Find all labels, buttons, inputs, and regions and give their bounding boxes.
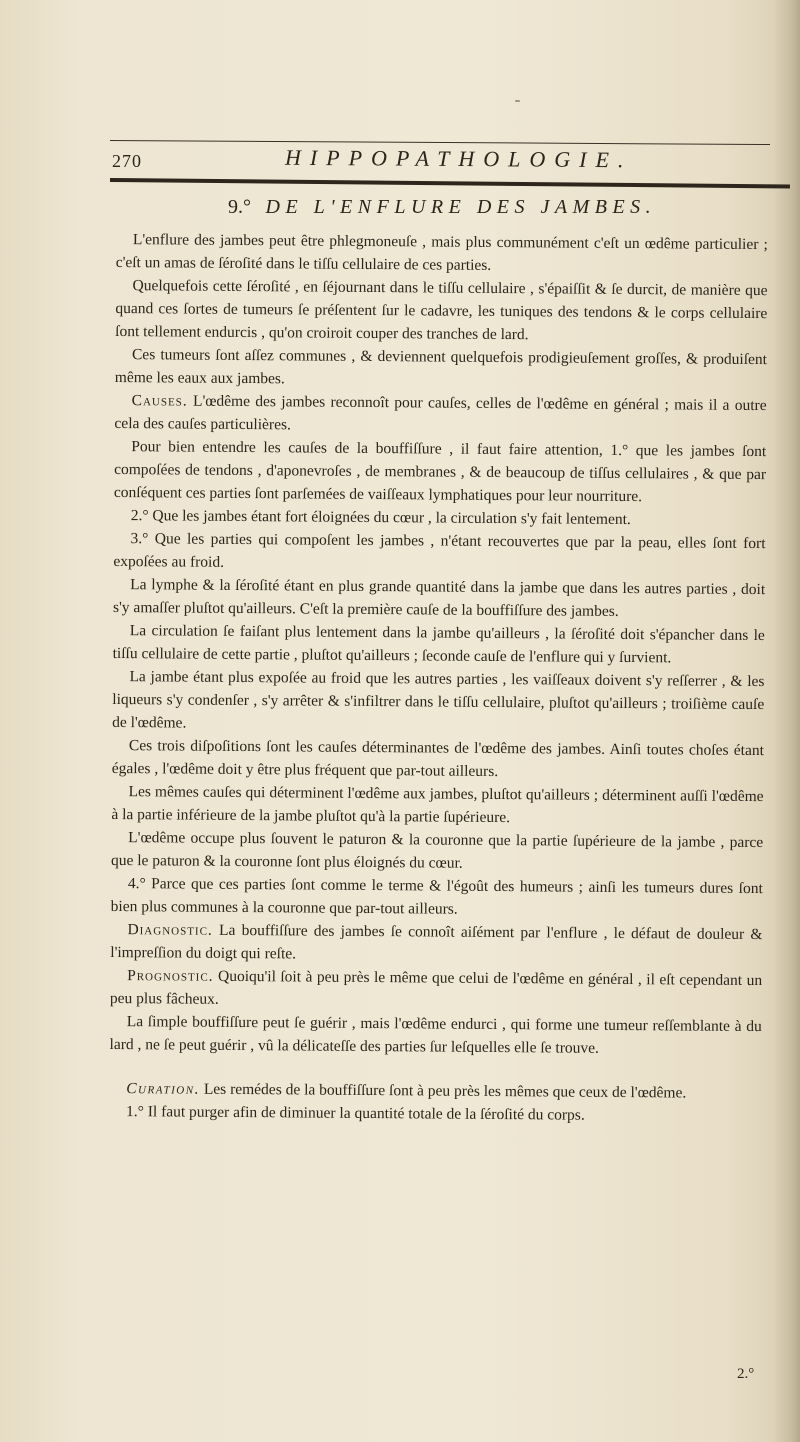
diagnostic-label: Diagnostic. (127, 921, 213, 939)
paragraph: La lymphe & la ſéroſité étant en plus grande quantité dans la jambe que dans les autres parties , doit s'y amaſſer pluſtot qu'ailleurs. C'eſt la première cauſe de la bouffiſſure des jambes. (112, 576, 766, 620)
paragraph-text: Quoiqu'il ſoit à peu près le même que celui de l'œdême en général , il eſt cependant un peu plus fâcheux. (109, 967, 763, 1008)
prognostic-label: Prognostic. (127, 967, 214, 985)
section-number: 9.° (228, 196, 251, 218)
section-title: DE L'ENFLURE DES JAMBES. (265, 196, 657, 218)
paragraph: La ſimple bouffiſſure peut ſe guérir , mais l'œdême endurci , qui forme une tumeur reſſemblante à du lard , ne ſe peut guérir , vû la délicateſſe des parties ſur leſquelles elle ſe trouve. (109, 1013, 762, 1057)
causes-label: Causes. (131, 392, 188, 410)
running-title: HIPPOPATHOLOGIE. (284, 144, 633, 173)
paragraph-text: L'œdême des jambes reconnoît pour cauſes, celles de l'œdême en général ; mais il a outre cela des cauſes particulières. (114, 392, 767, 434)
paragraph: Ces trois diſpoſitions ſont les cauſes déterminantes de l'œdême des jambes. Ainſi toutes choſes étant égales , l'œdême doit y être plus fréquent que par-tout ailleurs. (111, 737, 764, 781)
paragraph: Les mêmes cauſes qui déterminent l'œdême aux jambes, pluſtot qu'ailleurs ; déterminent auſſi l'œdême à la partie inférieure de la jambe pluſtot qu'à la partie ſupérieure. (111, 783, 764, 827)
paragraph-text: La bouffiſſure des jambes ſe connoît aiſément par l'enflure , le défaut de douleur & l'impreſſion du doigt qui reſte. (110, 921, 763, 963)
paragraph: 1.° Il faut purger afin de diminuer la quantité totale de la ſéroſité du corps. (125, 1103, 585, 1124)
curation-label: Curation. (126, 1080, 201, 1098)
paragraph: Quelquefois cette ſéroſité , en ſéjournant dans le tiſſu cellulaire , s'épaiſſit & ſe durcit, de manière que quand ces ſortes de tumeurs ſe préſentent ſur le cadavre, les tuniques des tendons & le corps cellulaire ſont tellement endurcis , qu'on croiroit couper des tranches de lard. (115, 277, 768, 344)
paragraph: Pour bien entendre les cauſes de la bouffiſſure , il faut faire attention, 1.° que les jambes ſont compoſées de tendons , d'aponevroſes , de membranes , & de beaucoup de tiſſus cellulaires , & que par conſéquent ces parties ſont parſemées de vaiſſeaux lymphatiques pour leur nourriture. (113, 438, 767, 506)
paragraph (110, 964, 762, 1015)
paragraph: La jambe étant plus expoſée au froid que les autres parties , les vaiſſeaux doivent s'y reſſerrer , & les liqueurs s'y condenſer , s'y arrêter & s'infiltrer dans le tiſſu cellulaire, pluſtot qu'ailleurs ; troiſième cauſe de l'œdême. (112, 668, 765, 732)
paragraph: 3.° Que les parties qui compoſent les jambes , n'étant recouvertes que par la peau, elles ſont fort expoſées au froid. (113, 530, 766, 571)
paragraph-text: Les remédes de la bouffiſſure ſont à peu près les mêmes que ceux de l'œdême. (199, 1080, 687, 1102)
paragraph: L'enflure des jambes peut être phlegmoneuſe , mais plus communément c'eſt un œdême particulier ; c'eſt un amas de ſéroſité dans le tiſſu cellulaire de ces parties. (115, 231, 768, 274)
paragraph: 2.° Que les jambes étant fort éloignées du cœur , la circulation s'y fait lentement. (130, 507, 631, 529)
page-number: 270 (112, 151, 142, 171)
page-edge-shadow (772, 0, 800, 1442)
paragraph (110, 918, 762, 969)
paragraph: 4.° Parce que ces parties ſont comme le terme & l'égoût des humeurs ; ainſi les tumeurs dures ſont bien plus communes à la couronne que par-tout ailleurs. (110, 875, 763, 918)
body-text (109, 228, 768, 1128)
paper-speck (515, 100, 520, 102)
paragraph (114, 389, 766, 440)
catchword: 2.° (737, 1366, 755, 1382)
paragraph: Ces tumeurs ſont aſſez communes , & deviennent quelquefois prodigieuſement groſſes, & produiſent même les eaux aux jambes. (114, 346, 768, 388)
section-heading (228, 196, 656, 219)
header-rule-top (110, 140, 770, 145)
paragraph: La circulation ſe faiſant plus lentement dans la jambe qu'ailleurs , la ſéroſité doit s'épancher dans le tiſſu cellulaire de cette partie , pluſtot qu'ailleurs ; ſeconde cauſe de l'enflure qui y ſurvient. (112, 622, 765, 667)
header-rule-bottom (110, 178, 790, 189)
paragraph: L'œdême occupe plus ſouvent le paturon & la couronne que la partie ſupérieure de la jambe , parce que le paturon & la couronne ſont plus éloignés du cœur. (110, 829, 764, 872)
